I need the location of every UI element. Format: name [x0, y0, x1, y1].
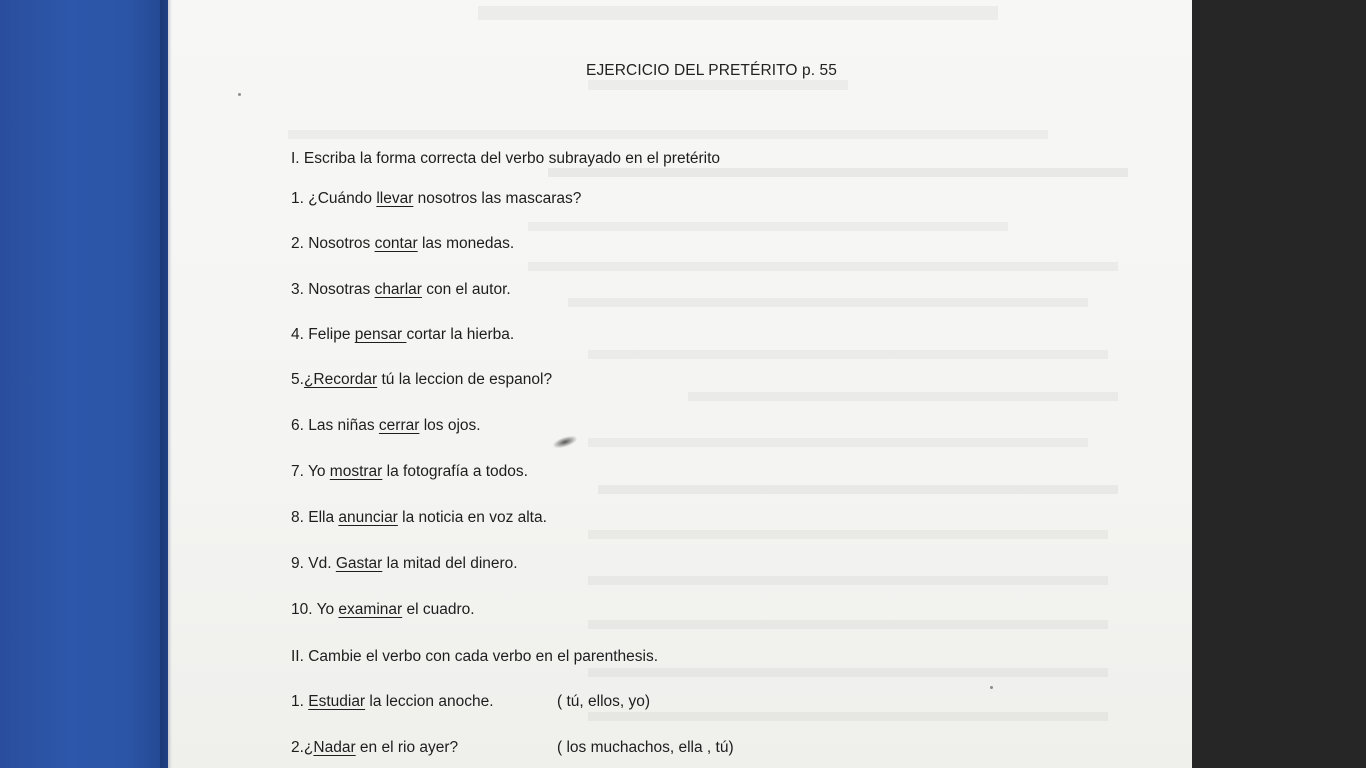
underlined-verb: cerrar: [378, 417, 420, 434]
section-1-heading: I. Escriba la forma correcta del verbo subrayado en el pretérito: [291, 150, 721, 167]
subject-options: ( los muchachos, ella , tú): [557, 739, 734, 756]
item-text: 8. Ella: [291, 509, 339, 526]
item-text: tú la leccion de espanol?: [377, 371, 553, 388]
item-text: 1.: [291, 693, 309, 710]
item-text: 4. Felipe: [291, 326, 355, 343]
exercise-item: [291, 281, 511, 299]
speck: [990, 686, 993, 689]
underlined-verb: anunciar: [338, 509, 398, 526]
exercise-item: [291, 326, 514, 344]
exercise-item: [291, 235, 514, 253]
item-text: el cuadro.: [402, 601, 475, 618]
exercise-item: [291, 601, 475, 619]
item-text: 9. Vd.: [291, 555, 336, 572]
underlined-verb: Nadar: [313, 739, 356, 756]
underlined-verb: contar: [374, 235, 418, 252]
item-text: la mitad del dinero.: [382, 555, 518, 572]
underlined-verb: pensar: [354, 326, 407, 343]
item-text: 2.¿: [291, 739, 314, 756]
exercise-item: [291, 417, 481, 435]
item-text: con el autor.: [421, 281, 511, 298]
worksheet-title: EJERCICIO DEL PRETÉRITO p. 55: [586, 62, 837, 79]
blue-binder-cover: [0, 0, 170, 768]
item-text: los ojos.: [419, 417, 481, 434]
underlined-verb: llevar: [376, 190, 414, 207]
exercise-item: [291, 739, 458, 757]
item-text: 7. Yo: [291, 463, 330, 480]
underlined-verb: charlar: [374, 281, 422, 298]
exercise-item: [291, 463, 528, 481]
underlined-verb: Estudiar: [308, 693, 366, 710]
item-text: en el rio ayer?: [355, 739, 459, 756]
item-text: 2. Nosotros: [291, 235, 375, 252]
item-text: 1. ¿Cuándo: [291, 190, 377, 207]
exercise-item: [291, 555, 518, 573]
exercise-item: [291, 509, 547, 527]
exercise-item: [291, 693, 494, 711]
item-text: 3. Nosotras: [291, 281, 375, 298]
item-text: cortar la hierba.: [406, 326, 515, 343]
underlined-verb: Gastar: [335, 555, 383, 572]
item-text: 6. Las niñas: [291, 417, 379, 434]
item-text: la noticia en voz alta.: [397, 509, 547, 526]
exercise-item: [291, 371, 552, 389]
section-2-heading: II. Cambie el verbo con cada verbo en el parenthesis.: [291, 648, 659, 665]
subject-options: ( tú, ellos, yo): [557, 693, 651, 710]
item-text: 5.: [291, 371, 304, 388]
speck: [238, 93, 241, 96]
item-text: la leccion anoche.: [365, 693, 494, 710]
exercise-item: [291, 190, 581, 208]
underlined-verb: ¿Recordar: [303, 371, 378, 388]
dark-background-panel: [1192, 0, 1366, 768]
item-text: las monedas.: [417, 235, 515, 252]
underlined-verb: mostrar: [329, 463, 383, 480]
item-text: nosotros las mascaras?: [413, 190, 582, 207]
item-text: la fotografía a todos.: [382, 463, 528, 480]
binder-shadow: [160, 0, 172, 768]
item-text: 10. Yo: [291, 601, 339, 618]
underlined-verb: examinar: [338, 601, 403, 618]
